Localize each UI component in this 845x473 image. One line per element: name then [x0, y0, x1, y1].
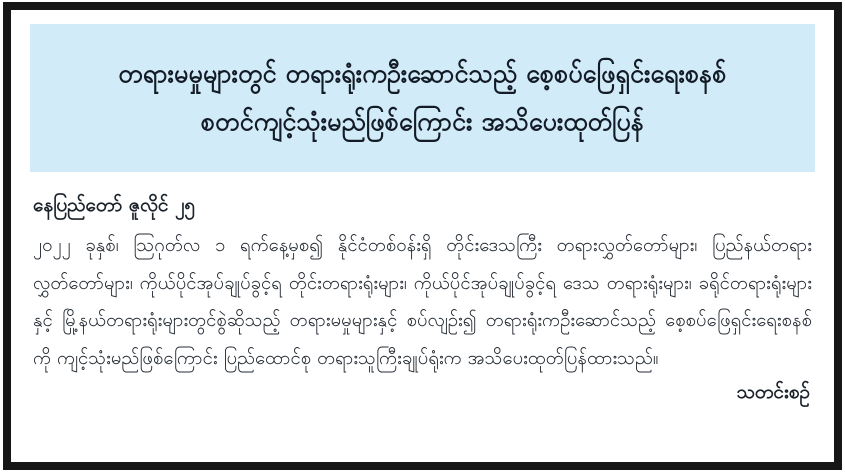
article-body: ၂၀၂၂ ခုနှစ်၊ သြဂုတ်လ ၁ ရက်နေ့မှစ၍ နိုင်ငံတစ်ဝန်းရှိ တိုင်းဒေသကြီး တရားလွှတ်တော်များ၊ ပြည်နယ်တရားလွှတ်တော်များ၊ ကိုယ်ပိုင်အုပ်ချုပ်ခွင့်ရ တိုင်းတရားရုံးများ၊ ကိုယ်ပိုင်အုပ်ချုပ်ခွင့်ရ ဒေသ တရားရုံးများ၊ ခရိုင်တရားရုံးများနှင့် မြို့နယ်တရားရုံးများတွင်စွဲဆိုသည့် တရားမမှုများနှင့် စပ်လျဉ်း၍ တရားရုံးကဦးဆောင်သည့် စေ့စပ်ဖြေရှင်းရေးစနစ်ကို ကျင့်သုံးမည်ဖြစ်ကြောင်း ပြည်ထောင်စု တရားသူကြီးချုပ်ရုံးက အသိပေးထုတ်ပြန်ထားသည်။ — [33, 234, 812, 370]
dateline: နေပြည်တော် ဇူလိုင် ၂၅ — [33, 194, 196, 216]
headline-line-1: တရားမမှုများတွင် တရားရုံးကဦးဆောင်သည့် စေ့စပ်ဖြေရှင်းရေးစနစ် — [118, 59, 727, 89]
headline-line-2: စတင်ကျင့်သုံးမည်ဖြစ်ကြောင်း အသိပေးထုတ်ပြန် — [200, 107, 645, 136]
signature-byline: သတင်းစဉ် — [736, 381, 810, 404]
headline-box — [30, 24, 815, 172]
page-border-frame — [3, 2, 842, 470]
article-section — [30, 172, 815, 452]
